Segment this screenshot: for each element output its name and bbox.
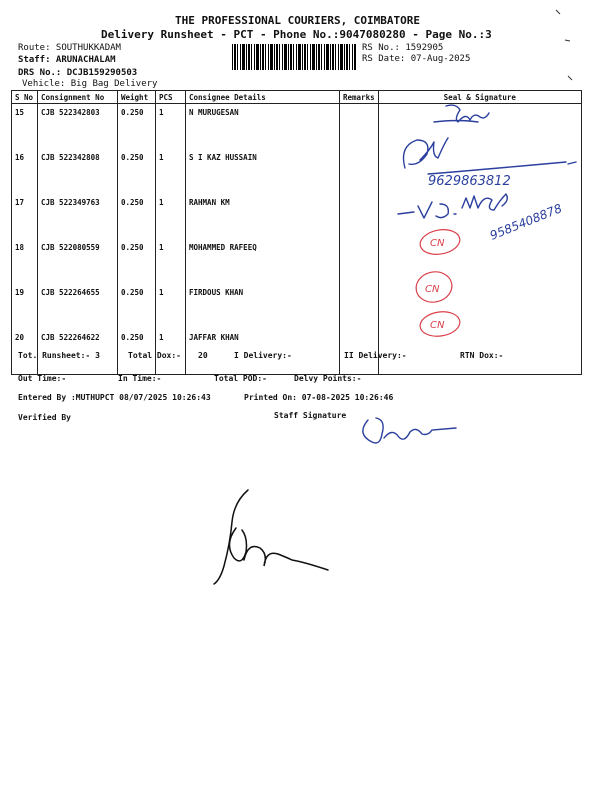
table-row	[12, 284, 582, 329]
cell-sno: 20	[12, 329, 38, 375]
handwritten-phone-1: 9629863812	[428, 174, 511, 189]
staff-signature	[363, 418, 456, 443]
table-row	[12, 149, 582, 194]
table-header-row	[12, 91, 582, 104]
out-time: Out Time:-	[18, 374, 67, 383]
cell-weight: 0.250	[118, 284, 156, 329]
delvy-points: Delvy Points:-	[294, 374, 362, 383]
table-row	[12, 239, 582, 284]
cell-weight: 0.250	[118, 194, 156, 239]
cell-sno: 16	[12, 149, 38, 194]
runsheet-table	[11, 90, 582, 375]
total-dox-value: 20	[198, 351, 208, 360]
cell-sno: 15	[12, 104, 38, 150]
tot-runsheet: Tot. Runsheet:- 3	[18, 351, 100, 360]
col-sno: S No	[12, 91, 38, 104]
runsheet-title: Delivery Runsheet - PCT - Phone No.:9047080280 - Page No.:3	[101, 28, 492, 41]
col-seal-signature: Seal & Signature	[378, 91, 581, 104]
drs-number: DRS No.: DCJB159290503	[18, 68, 138, 78]
cell-pcs: 1	[156, 284, 186, 329]
col-consignee: Consignee Details	[186, 91, 340, 104]
handwritten-phone-2: 9585408878	[487, 201, 564, 243]
route-label: Route: SOUTHUKKADAM	[18, 43, 121, 53]
cell-pcs: 1	[156, 104, 186, 150]
table-row	[12, 194, 582, 239]
cell-consignee: N MURUGESAN	[186, 104, 340, 150]
cell-signature	[378, 194, 581, 239]
rs-date: RS Date: 07-Aug-2025	[362, 54, 471, 64]
staff-label: Staff: ARUNACHALAM	[18, 55, 116, 65]
cell-sno: 18	[12, 239, 38, 284]
cell-signature	[378, 104, 581, 150]
cell-pcs: 1	[156, 239, 186, 284]
col-remarks: Remarks	[340, 91, 379, 104]
cell-sno: 19	[12, 284, 38, 329]
barcode	[232, 44, 356, 70]
rtn-dox: RTN Dox:-	[460, 351, 504, 360]
company-name: THE PROFESSIONAL COURIERS, COIMBATORE	[175, 14, 421, 27]
col-weight: Weight	[118, 91, 156, 104]
cell-signature	[378, 149, 581, 194]
in-time: In Time:-	[118, 374, 162, 383]
cell-consignee: MOHAMMED RAFEEQ	[186, 239, 340, 284]
verified-by: Verified By	[18, 413, 71, 422]
cell-signature	[378, 239, 581, 284]
cell-sno: 17	[12, 194, 38, 239]
cell-weight: 0.250	[118, 239, 156, 284]
cn-text-row-18: CN	[430, 238, 445, 249]
cell-remarks	[340, 284, 379, 329]
cell-consignment: CJB 522080559	[38, 239, 118, 284]
cell-remarks	[340, 104, 379, 150]
cell-consignee: FIRDOUS KHAN	[186, 284, 340, 329]
cell-weight: 0.250	[118, 149, 156, 194]
vehicle-label: Vehicle: Big Bag Delivery	[22, 79, 158, 89]
entered-by: Entered By :MUTHUPCT 08/07/2025 10:26:43	[18, 393, 211, 402]
table-row	[12, 104, 582, 150]
cell-pcs: 1	[156, 329, 186, 375]
cell-consignment: CJB 522264655	[38, 284, 118, 329]
cell-weight: 0.250	[118, 329, 156, 375]
i-delivery: I Delivery:-	[234, 351, 292, 360]
cell-signature	[378, 284, 581, 329]
cell-consignee: RAHMAN KM	[186, 194, 340, 239]
ii-delivery: II Delivery:-	[344, 351, 407, 360]
staff-signature-label: Staff Signature	[274, 411, 347, 420]
cn-text-row-20: CN	[430, 320, 445, 331]
cell-remarks	[340, 194, 379, 239]
col-pcs: PCS	[156, 91, 186, 104]
cell-remarks	[340, 239, 379, 284]
cell-pcs: 1	[156, 149, 186, 194]
cell-consignment: CJB 522342808	[38, 149, 118, 194]
cell-consignee: JAFFAR KHAN	[186, 329, 340, 375]
cell-consignment: CJB 522264622	[38, 329, 118, 375]
rs-number: RS No.: 1592905	[362, 43, 444, 53]
cell-remarks	[340, 149, 379, 194]
cell-pcs: 1	[156, 194, 186, 239]
cell-consignment: CJB 522342803	[38, 104, 118, 150]
total-pod: Total POD:-	[214, 374, 267, 383]
large-signature	[214, 490, 328, 584]
stray-mark	[556, 10, 572, 80]
cell-consignee: S I KAZ HUSSAIN	[186, 149, 340, 194]
cell-weight: 0.250	[118, 104, 156, 150]
cn-text-row-19: CN	[425, 284, 440, 295]
col-consignment: Consignment No	[38, 91, 118, 104]
total-dox-label: Total Dox:-	[128, 351, 181, 360]
cell-consignment: CJB 522349763	[38, 194, 118, 239]
printed-on: Printed On: 07-08-2025 10:26:46	[244, 393, 394, 402]
